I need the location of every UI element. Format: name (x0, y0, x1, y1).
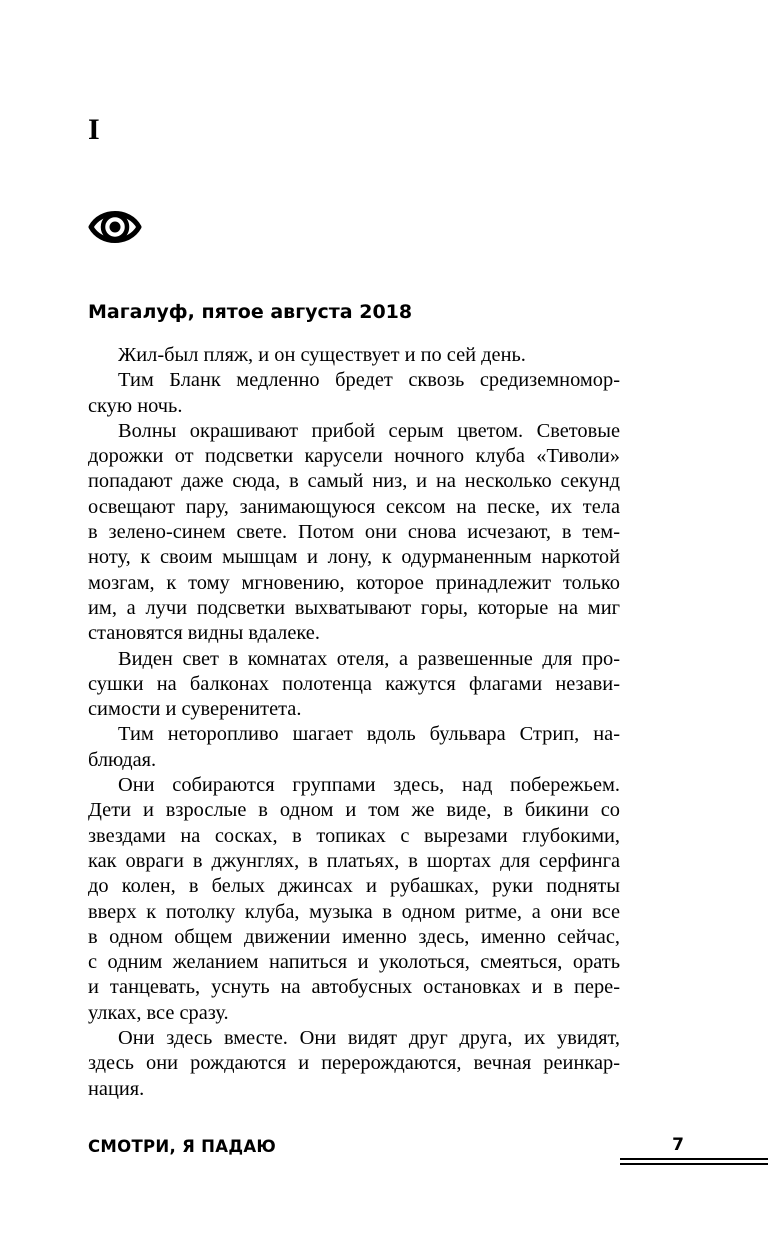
text-line: становятся видны вдалеке. (88, 622, 320, 645)
paragraph (88, 368, 620, 419)
text-line: Виден свет в комнатах отеля, а развешенные для про- (118, 647, 620, 670)
text-line: Они собираются группами здесь, над побережьем. (118, 774, 620, 797)
text-line: блюдая. (88, 748, 157, 771)
running-title: СМОТРИ, Я ПАДАЮ (88, 1137, 277, 1156)
text-line: Они здесь вместе. Они видят друг друга, их увидят, (118, 1027, 620, 1050)
text-line: до колен, в белых джинсах и рубашках, руки подняты (88, 875, 620, 898)
footer-rule (620, 1158, 768, 1160)
text-line: и танцевать, уснуть на автобусных остановках и в пере- (88, 976, 620, 999)
text-line: в зелено-синем свете. Потом они снова исчезают, в тем- (88, 521, 620, 544)
text-line: Тим неторопливо шагает вдоль бульвара Стрип, на- (118, 723, 620, 746)
text-line: симости и суверенитета. (88, 698, 302, 721)
text-line: нация. (88, 1077, 145, 1100)
text-line: им, а лучи подсветки выхватывают горы, которые на миг (88, 596, 620, 619)
footer-rule (620, 1163, 768, 1165)
paragraph (88, 773, 620, 1026)
text-line: вверх к потолку клуба, музыка в одном ритме, а они все (88, 900, 620, 923)
section-heading: Магалуф, пятое августа 2018 (88, 301, 413, 323)
text-line: в одном общем движении именно здесь, именно сейчас, (88, 925, 620, 948)
chapter-number: I (88, 113, 100, 146)
text-line: сушки на балконах полотенца кажутся флагами незави- (88, 672, 620, 695)
text-line: Дети и взрослые в одном и том же виде, в бикини со (88, 799, 620, 822)
text-line: дорожки от подсветки карусели ночного клуба «Тиволи» (88, 445, 620, 468)
text-line: звездами на сосках, в топиках с вырезами глубокими, (88, 824, 620, 847)
eye-icon (88, 204, 142, 250)
text-line: с одним желанием напиться и уколоться, смеяться, орать (88, 951, 620, 974)
text-line: освещают пару, занимающуюся сексом на песке, их тела (88, 495, 620, 518)
text-line: здесь они рождаются и перерождаются, вечная реинкар- (88, 1052, 620, 1075)
paragraph (88, 1026, 620, 1102)
text-line: попадают даже сюда, в самый низ, и на несколько секунд (88, 470, 620, 493)
paragraph (88, 419, 620, 647)
text-line: Волны окрашивают прибой серым цветом. Световые (118, 419, 620, 442)
text-line: мозгам, к тому мгновению, которое принадлежит только (88, 571, 620, 594)
paragraph (88, 722, 620, 773)
text-line: Тим Бланк медленно бредет сквозь средиземномор- (118, 369, 620, 392)
paragraph (88, 647, 620, 723)
text-line: скую ночь. (88, 394, 183, 417)
paragraph (88, 343, 620, 368)
page-number: 7 (672, 1135, 684, 1155)
text-line: как овраги в джунглях, в платьях, в шортах для серфинга (88, 849, 620, 872)
text-line: ноту, к своим мышцам и лону, к одурманенным наркотой (88, 546, 620, 569)
text-line: Жил-был пляж, и он существует и по сей день. (118, 344, 526, 366)
text-line: улках, все сразу. (88, 1001, 229, 1024)
body-text (88, 343, 620, 1102)
